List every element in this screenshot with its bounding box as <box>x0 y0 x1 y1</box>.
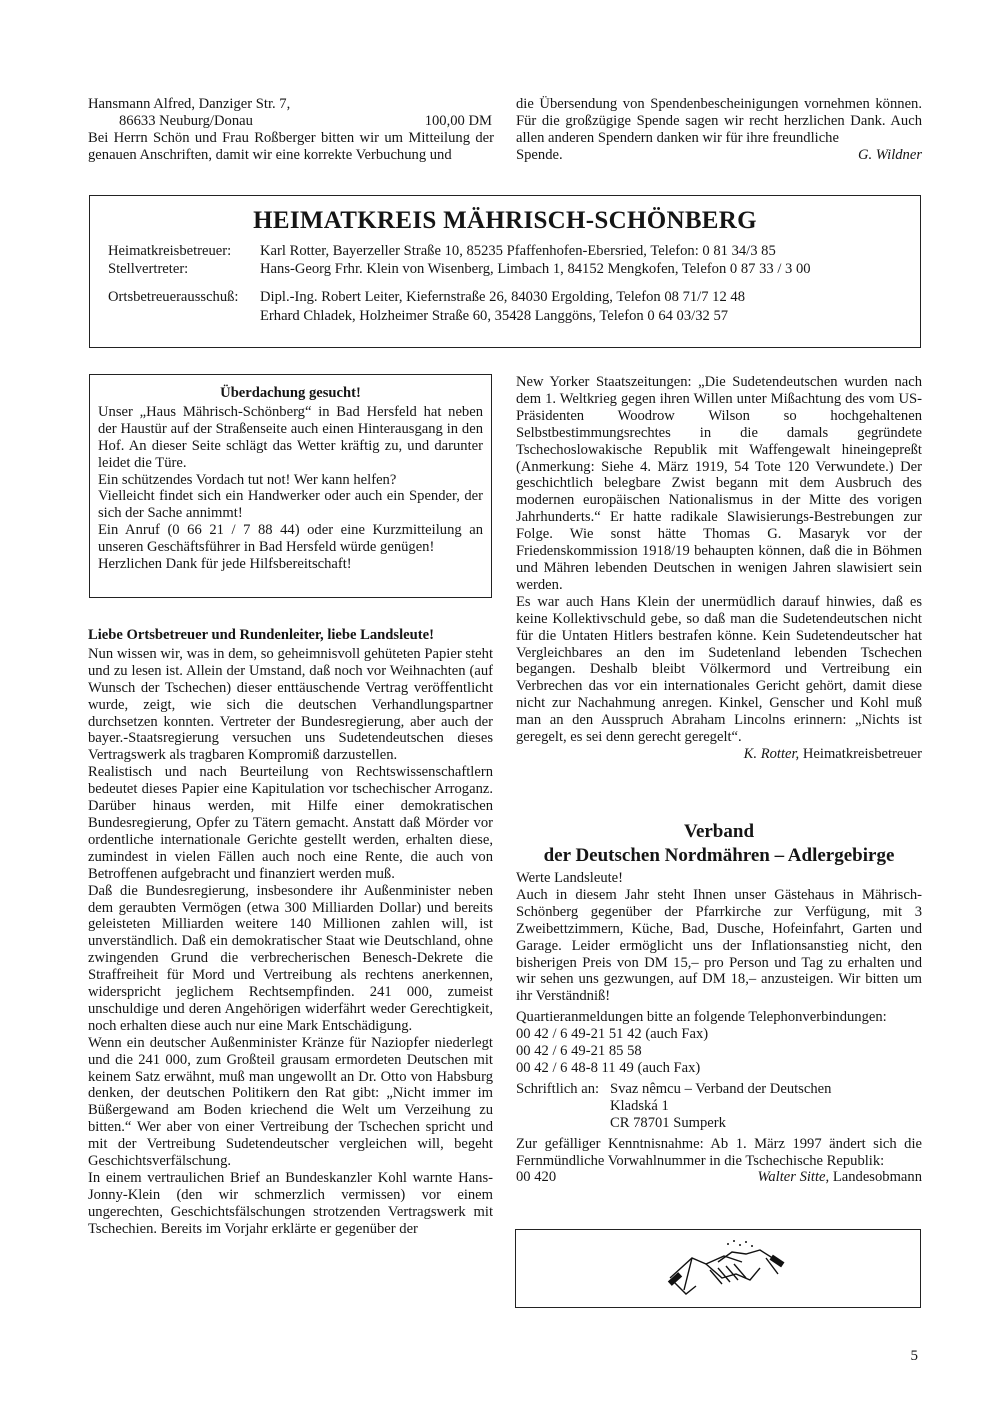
phone-line: 00 42 / 6 49-21 51 42 (auch Fax) <box>516 1026 709 1043</box>
donor-city: 86633 Neuburg/Donau <box>119 112 253 129</box>
country-prefix: 00 420 <box>516 1169 557 1186</box>
right-column <box>516 374 922 763</box>
right-paragraph: New Yorker Staatszeitungen: „Die Sudetendeutschen wurden nach dem 1. Weltkrieg gegen ihren Willen unter Mißachtung des vom US-Präsidenten Woodrow Wilson so hochgehaltenen Selbstbestimmungsrechtes in die damals gegründete Tschechoslowakische Republik mit Waffengewalt hineingepreßt (Anmerkung: Siehe 4. März 1919, 54 Tote 120 Verwundete.) Der geschichtlich belegbare Zwist begann mit dem Ausbruch des modernen europäischen Nationalismus in der Mitte des vorigen Jahrhunderts.“ Er hatte radikale Slawisierungs-Bestrebungen zur Folge. Wie sonst hätte Thomas G. Masaryk vor der Friedenskommission 1918/19 behaupten können, daß die in Böhmen und Mähren lebenden Deutschen in wenigen Jahren slawisiert sein werden. <box>516 374 922 593</box>
address-line: Svaz nêmcu – Verband der Deutschen <box>610 1080 832 1097</box>
donation-sign-line <box>516 147 922 164</box>
signature-name: Walter Sitte, <box>757 1169 830 1186</box>
address-label: Schriftlich an: <box>516 1080 600 1097</box>
heimatkreis-row <box>108 243 910 260</box>
phone-line: 00 42 / 6 48-8 11 49 (auch Fax) <box>516 1059 701 1076</box>
donation-note-left <box>88 96 494 164</box>
notice-title: Überdachung gesucht! <box>220 385 361 401</box>
handshake-icon <box>666 1238 786 1300</box>
letter-column <box>88 627 493 1238</box>
row-value: Hans-Georg Frhr. Klein von Wisenberg, Limbach 1, 84152 Mengkofen, Telefon 0 87 33 / 3 00 <box>260 261 811 277</box>
kenntnis-para: Zur gefälliger Kenntnisnahme: Ab 1. März 1997 ändert sich die Fernmündliche Vorwahlnummer in die Tschechische Republik: <box>516 1135 922 1169</box>
verband-greeting: Werte Landsleute! <box>516 870 624 886</box>
letter-paragraph: In einem vertraulichen Brief an Bundeskanzler Kohl warnte Hans-Jonny-Klein (den wir schmerzlich vermissen) vor einem ungerechten, Geschichtsfälschungen strotzenden Vertragswerk mit Tschechien. Bereits im Vorjahr erklärte er gegenüber der <box>88 1170 493 1237</box>
row-label: Stellvertreter: <box>108 261 189 277</box>
verband-quartier: Quartieranmeldungen bitte an folgende Telephonverbindungen: <box>516 1009 887 1026</box>
sitte-signature <box>758 1169 922 1186</box>
prefix-sign-line <box>516 1169 922 1186</box>
notice-line: Ein schützendes Vordach tut not! Wer kann helfen? <box>98 471 397 488</box>
address-line: CR 78701 Sumperk <box>610 1114 726 1131</box>
notice-box <box>89 374 492 598</box>
notice-para: Vielleicht findet sich ein Handwerker oder auch ein Spender, der sich der Sache annimmt! <box>98 488 483 522</box>
notice-para: Unser „Haus Mährisch-Schönberg“ in Bad Hersfeld hat neben der Haustür auf der Straßenseite auch einen Hinterausgang in den Hof. An dieser Seite schlägt das Wetter kräftig zu, und darunter leidet die Türe. <box>98 403 483 471</box>
heimatkreis-box <box>89 195 921 348</box>
verband-title: Verband <box>683 821 755 842</box>
letter-heading: Liebe Ortsbetreuer und Rundenleiter, liebe Landsleute! <box>88 627 434 643</box>
row-label: Heimatkreisbetreuer: <box>108 243 232 259</box>
page-number: 5 <box>910 1348 918 1364</box>
rotter-signature <box>516 746 922 763</box>
notice-line: Herzlichen Dank für jede Hilfsbereitschaft! <box>98 556 352 573</box>
heimatkreis-row <box>108 261 910 278</box>
signature-wildner: G. Wildner <box>857 146 922 163</box>
donation-para-right: die Übersendung von Spendenbescheinigungen vornehmen können. Für die großzügige Spende sagen wir recht herzlichen Dank. Auch allen anderen Spendern danken wir für ihre freundliche <box>516 96 922 146</box>
handshake-box <box>515 1229 921 1308</box>
verband-section <box>516 820 922 1186</box>
letter-paragraph: Realistisch und nach Beurteilung von Rechtswissenschaftlern bedeutet dieses Papier eine Kapitulation vor tschechischer Arroganz. Darüber hinaus werden, mit Hilfe einer demokratischen Bundesregierung, Opfer zu Tätern gemacht. Anstatt daß Mörder vor ordentliche internationale Gerichte gestellt werden, erhalten diese, zumindest in vielen Fällen auch noch eine Rente, die auch von Betroffenen aufgebracht und finanziert werden muß. <box>88 764 493 882</box>
row-value: Karl Rotter, Bayerzeller Straße 10, 85235 Pfaffenhofen-Ebersried, Telefon: 0 81 34/3 85 <box>260 243 776 259</box>
letter-paragraph: Daß die Bundesregierung, insbesondere ihr Außenminister neben dem geraubten Vermögen (etwa 300 Milliarden Dollar) und bereits geleisteten Milliarden weitere 140 Millionen zahlen will, ist unverständlich. Daß ein demokratischer Staat wie Deutschland, ohne zwingenden Grund die verbrecherischen Benesch-Dekrete die Straffreiheit für Mord und Vertreibung als rechtens anerkennen, widerspricht jeglichem Rechtsempfinden. 241 000, zumeist unschuldige und deren Angehörigen widerfährt weder Gerechtigkeit, noch erhalten diese auch nur eine Mark Entschädigung. <box>88 882 493 1034</box>
donation-note-right <box>516 96 922 164</box>
phone-line: 00 42 / 6 49-21 85 58 <box>516 1043 642 1060</box>
heimatkreis-title: HEIMATKREIS MÄHRISCH-SCHÖNBERG <box>253 207 757 234</box>
address-lines <box>610 1081 831 1132</box>
address-block <box>516 1081 922 1132</box>
row-label <box>108 308 260 325</box>
signature-role: Heimatkreisbetreuer <box>802 745 922 762</box>
row-label: Ortsbetreuerausschuß: <box>108 289 239 305</box>
donation-last-word: Spende. <box>516 146 563 163</box>
donation-para-left: Bei Herrn Schön und Frau Roßberger bitten wir um Mitteilung der genauen Anschriften, damit wir eine korrekte Verbuchung und <box>88 129 494 163</box>
signature-role: Landesobmann <box>832 1169 922 1186</box>
letter-paragraph: Nun wissen wir, was in dem, so geheimnisvoll gehüteten Papier steht und zu lesen ist. Allein der Umstand, daß noch vor Weihnachten (auf Wunsch der Tschechen) dieser enttäuschende Vertrag veröffentlicht wurde, zeigt, wie sich die deutschen Verhandlungspartner durchsetzen konnten. Vertreter der Bundesregierung, aber auch der bayer.-Staatsregierung versuchen uns Sudetendeutschen dieses Vertragswerk als tragbaren Kompromiß darzustellen. <box>88 645 493 764</box>
row-value: Dipl.-Ing. Robert Leiter, Kiefernstraße 26, 84030 Ergolding, Telefon 08 71/7 12 48 <box>260 289 746 305</box>
heimatkreis-row <box>108 308 910 325</box>
verband-para: Auch in diesem Jahr steht Ihnen unser Gästehaus in Mährisch-Schönberg gegenüber der Pfarrkirche zur Verfügung, mit 3 Zweibettzimmern, Küche, Bad, Dusche, Hofeinfahrt, Garten und Garage. Leider ermöglicht uns der Inflationsanstieg nicht, den bisherigen Preis von DM 15,– pro Person und Tag zu erhalten und wir sehen uns gezwungen, auf DM 18,– anzusteigen. Wir bitten um ihr Verständniß! <box>516 886 922 1005</box>
right-paragraph: Es war auch Hans Klein der unermüdlich darauf hinwies, daß es keine Kollektivschuld gebe, so daß man die Sudetendeutschen nicht für die Untaten Hitlers bestrafen könne. Kein Sudetendeutscher hat Vergleichbares an den im Sudetenland lebenden Tschechen begangen. Deshalb bleibt Völkermord und Vertreibung ein Verbrechen das vor ein internationales Gericht gehört, damit diese nicht zur Nachahmung anregen. Kinkel, Genscher und Kohl muß man an den Ausspruch Abraham Lincolns erinnern: „Nichts ist geregelt, es sei denn gerecht geregelt“. <box>516 593 922 746</box>
address-line: Kladská 1 <box>610 1097 669 1114</box>
verband-subtitle: der Deutschen Nordmähren – Adlergebirge <box>543 845 895 866</box>
row-value: Erhard Chladek, Holzheimer Straße 60, 35428 Langgöns, Telefon 0 64 03/32 57 <box>260 308 729 324</box>
letter-paragraph: Wenn ein deutscher Außenminister Kränze für Naziopfer niederlegt und die 241 000, zum Großteil grausam ermordeten Deutschen mit keinem Satz erwähnt, muß man ungewollt an Dr. Otto von Habsburg denken, der deutschen Politikern den Rat gibt: „Nicht immer im Büßergewand am Boden kriechend die Welt um Verzeihung zu bitten.“ Wer aber von einer Vertreibung der Tschechen spricht und mit der Vertreibung Sudetendeutscher vergleichen will, begeht Geschichtsverfälschung. <box>88 1034 493 1170</box>
donor-amount: 100,00 DM <box>424 112 492 129</box>
heimatkreis-row <box>108 289 910 306</box>
notice-para: Ein Anruf (0 66 21 / 7 88 44) oder eine Kurzmitteilung an unseren Geschäftsführer in Bad Hersfeld würde genügen! <box>98 522 483 556</box>
donor-line: Hansmann Alfred, Danziger Str. 7, <box>88 96 291 112</box>
signature-name: K. Rotter, <box>743 745 800 762</box>
donor-amount-line <box>88 113 494 130</box>
